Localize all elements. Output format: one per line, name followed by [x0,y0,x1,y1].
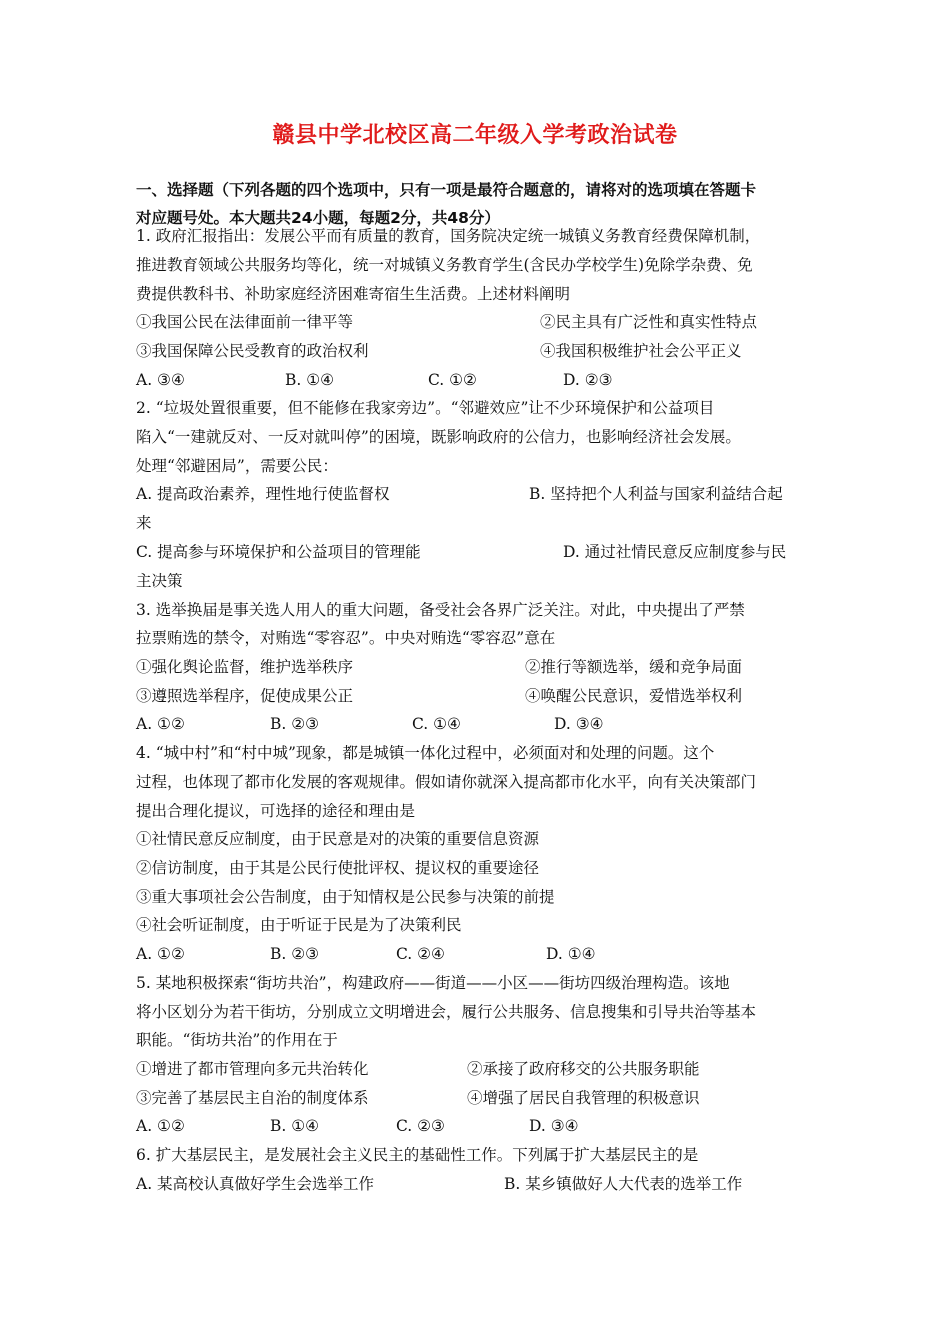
statement-item: ④唤醒公民意识，爱惜选举权利 [525,687,743,705]
question-text: 将小区划分为若干街坊，分别成立文明增进会，履行公共服务、信息搜集和引导共治等基本 [136,1003,757,1021]
statement-item: ②承接了政府移交的公共服务职能 [467,1060,700,1078]
answer-option-c: C. 提高参与环境保护和公益项目的管理能 [136,543,421,561]
answer-option-b: B. 某乡镇做好人大代表的选举工作 [504,1175,743,1193]
answer-option-b: B. ①④ [285,371,335,389]
answer-option-b: B. ②③ [270,945,320,963]
section-header-line: 一、选择题（下列各题的四个选项中，只有一项是最符合题意的，请将对的选项填在答题卡 [136,181,757,199]
statement-item: ②民主具有广泛性和真实性特点 [540,313,758,331]
answer-option-c: C. ②④ [396,945,445,963]
answer-option-a: A. ①② [136,715,185,733]
question-text: 拉票贿选的禁令，对贿选“零容忍”。中央对贿选“零容忍”意在 [136,629,556,647]
answer-option-b: B. ②③ [270,715,320,733]
question-text: 5. 某地积极探索“街坊共治”，构建政府——街道——小区——街坊四级治理构造。该地 [136,974,730,992]
statement-item: ②信访制度，由于其是公民行使批评权、提议权的重要途径 [136,859,540,877]
answer-option-c: C. ①② [428,371,477,389]
page-title: 赣县中学北校区高二年级入学考政治试卷 [272,123,678,148]
statement-item: ③重大事项社会公告制度，由于知情权是公民参与决策的前提 [136,888,555,906]
question-text: 过程，也体现了都市化发展的客观规律。假如请你就深入提高都市化水平，向有关决策部门 [136,773,757,791]
question-text: 4. “城中村”和“村中城”现象，都是城镇一体化过程中，必须面对和处理的问题。这个 [136,744,715,762]
answer-option-a: A. ①② [136,945,185,963]
section-header-line: 对应题号处。本大题共24小题，每题2分，共48分） [136,209,500,227]
answer-option-a: A. ③④ [136,371,185,389]
question-text: 职能。“街坊共治”的作用在于 [136,1031,338,1049]
answer-option-a: A. ①② [136,1117,185,1135]
answer-option-d: D. ③④ [529,1117,579,1135]
answer-option-b: B. 坚持把个人利益与国家利益结合起 [529,485,783,503]
question-text: 推进教育领域公共服务均等化，统一对城镇义务教育学生(含民办学校学生)免除学杂费、免 [136,256,753,274]
question-text: 陷入“一建就反对、一反对就叫停”的困境，既影响政府的公信力，也影响经济社会发展。 [136,428,741,446]
statement-item: ①增进了都市管理向多元共治转化 [136,1060,369,1078]
question-text: 提出合理化提议，可选择的途径和理由是 [136,802,416,820]
section-header [136,176,816,232]
answer-option-a: A. 提高政治素养，理性地行使监督权 [136,485,390,503]
statement-item: ①强化舆论监督，维护选举秩序 [136,658,354,676]
statement-item: ③完善了基层民主自治的制度体系 [136,1089,369,1107]
answer-option-c: C. ①④ [412,715,461,733]
answer-option-a: A. 某高校认真做好学生会选举工作 [136,1175,375,1193]
statement-item: ②推行等额选举，缓和竞争局面 [525,658,743,676]
question-text: 1. 政府汇报指出：发展公平而有质量的教育，国务院决定统一城镇义务教育经费保障机制， [136,227,761,245]
statement-item: ④社会听证制度，由于听证于民是为了决策利民 [136,916,462,934]
question-text: 3. 选举换届是事关选人用人的重大问题，备受社会各界广泛关注。对此，中央提出了严禁 [136,601,745,619]
question-text: 2. “垃圾处置很重要，但不能修在我家旁边”。“邻避效应”让不少环境保护和公益项目 [136,399,715,417]
answer-option-d: D. ②③ [563,371,613,389]
answer-option-d: D. 通过社情民意反应制度参与民 [563,543,787,561]
answer-option-b-wrap: 来 [136,514,152,532]
answer-option-d-wrap: 主决策 [136,572,183,590]
statement-item: ④我国积极维护社会公平正义 [540,342,742,360]
question-text: 处理“邻避困局”，需要公民： [136,457,338,475]
question-text: 费提供教科书、补助家庭经济困难寄宿生生活费。上述材料阐明 [136,285,571,303]
statement-item: ③我国保障公民受教育的政治权利 [136,342,369,360]
statement-item: ③遵照选举程序，促使成果公正 [136,687,354,705]
answer-option-d: D. ①④ [546,945,596,963]
answer-option-c: C. ②③ [396,1117,445,1135]
answer-option-d: D. ③④ [554,715,604,733]
answer-option-b: B. ①④ [270,1117,320,1135]
statement-item: ①我国公民在法律面前一律平等 [136,313,354,331]
statement-item: ④增强了居民自我管理的积极意识 [467,1089,700,1107]
question-text: 6. 扩大基层民主，是发展社会主义民主的基础性工作。下列属于扩大基层民主的是 [136,1146,699,1164]
statement-item: ①社情民意反应制度，由于民意是对的决策的重要信息资源 [136,830,540,848]
